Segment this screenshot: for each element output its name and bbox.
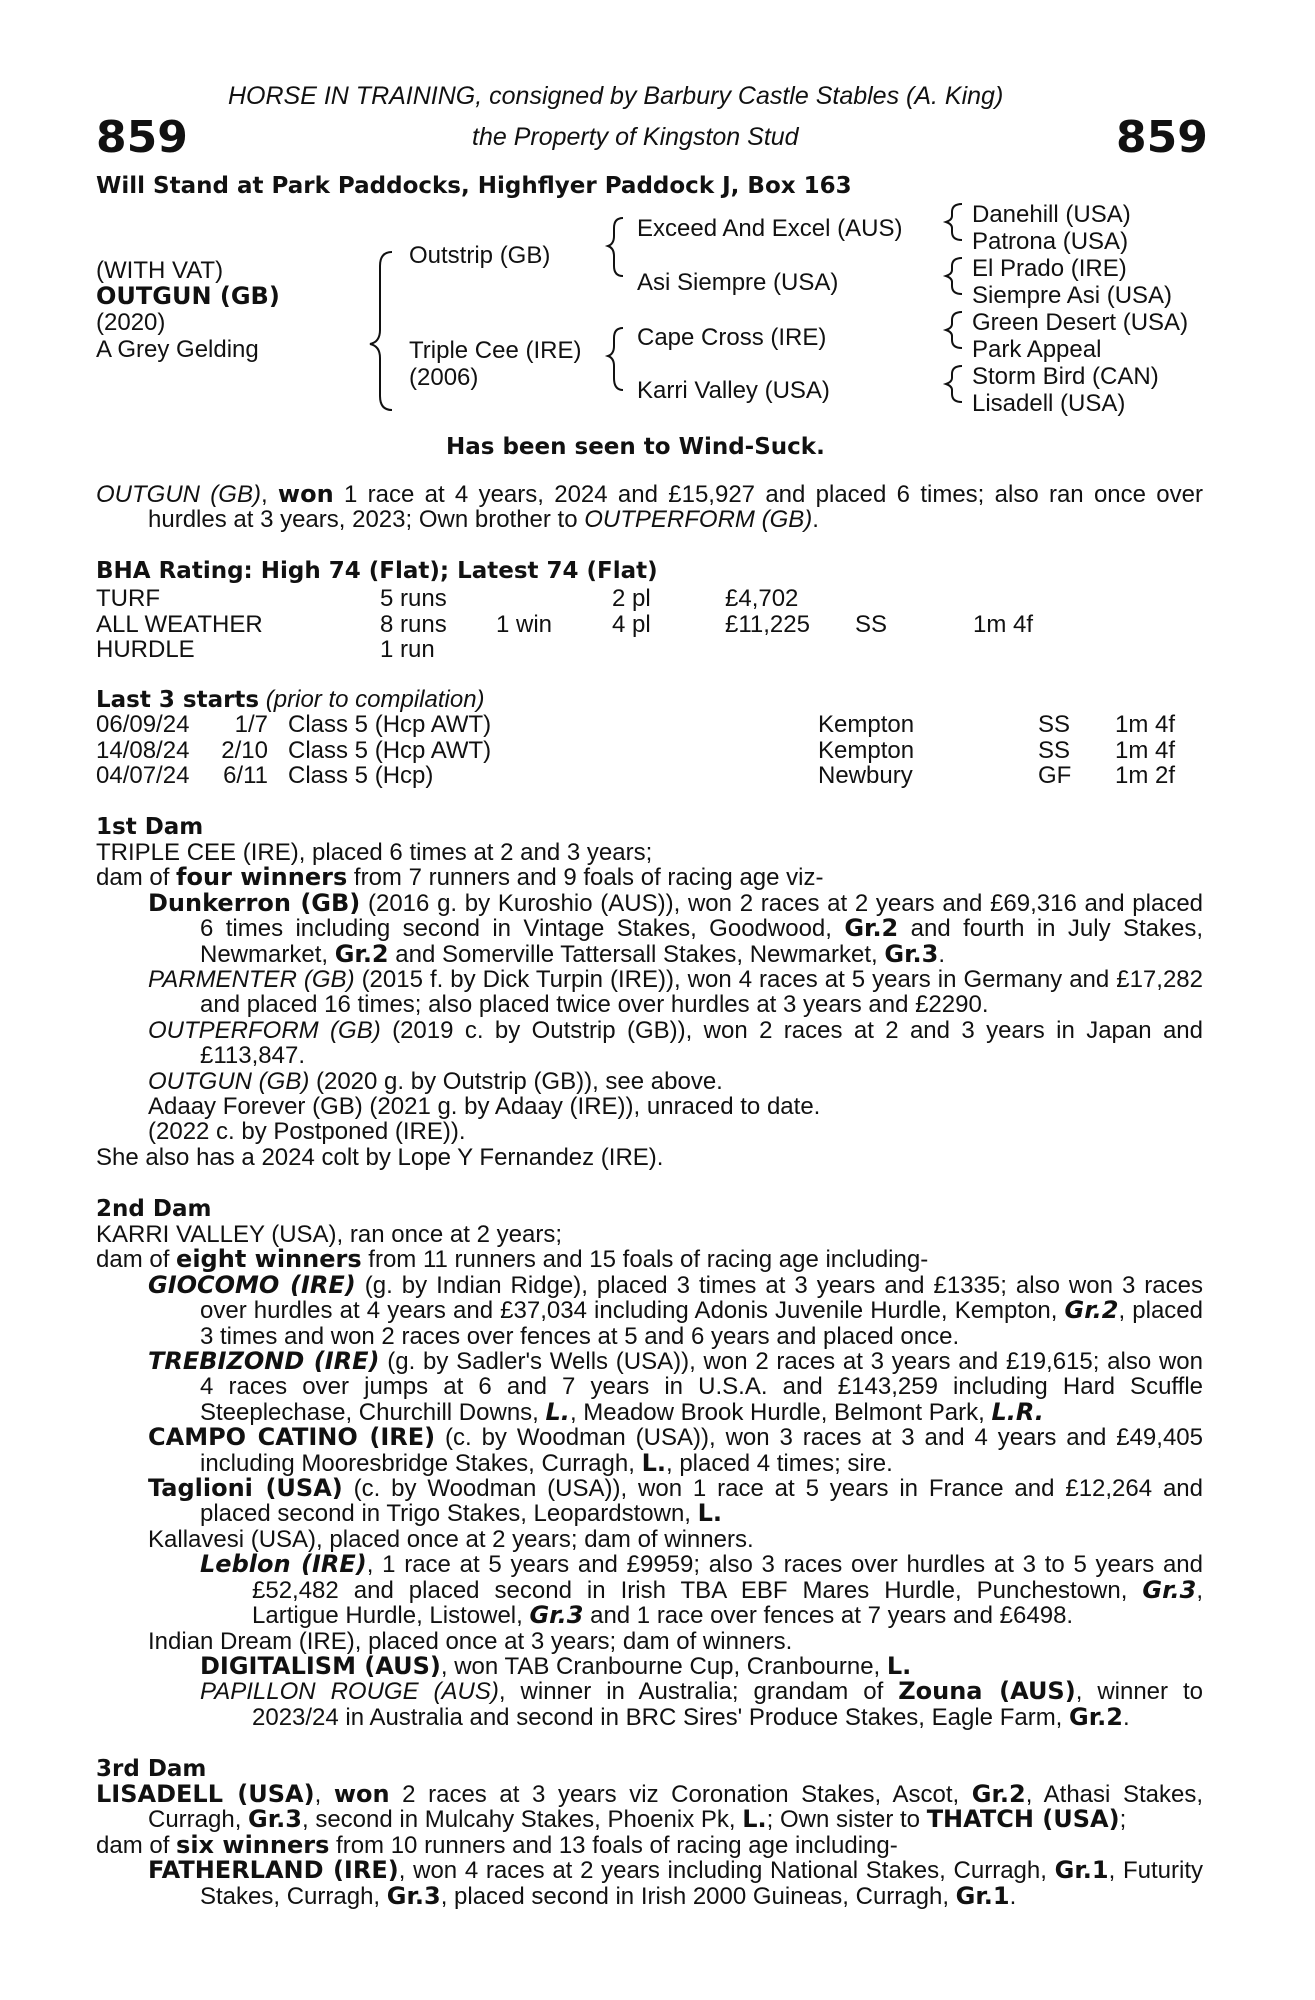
sire-dam: Asi Siempre (USA) — [637, 269, 839, 296]
ddd: Lisadell (USA) — [972, 390, 1126, 417]
rating-prize: £11,225 — [725, 610, 810, 638]
last3-course: Kempton — [818, 736, 915, 764]
last3-class: Class 5 (Hcp AWT) — [288, 736, 492, 764]
property-line: the Property of Kingston Stud — [472, 123, 799, 151]
lot-number-right: 859 — [1116, 112, 1208, 163]
horse-year: (2020) — [96, 309, 166, 336]
dss: Green Desert (USA) — [972, 309, 1189, 336]
last3-going: GF — [1038, 762, 1072, 789]
rating-prize: £4,702 — [725, 585, 799, 612]
dsd: Park Appeal — [972, 336, 1102, 363]
last3-pos: 1/7 — [234, 711, 268, 738]
rating-wins: 1 win — [496, 610, 553, 638]
dam-year: (2006) — [409, 364, 479, 391]
third-dam-title: 3rd Dam — [96, 1756, 207, 1782]
last3-title: Last 3 starts (prior to compilation) — [96, 686, 485, 713]
last3-date: 14/08/24 — [96, 736, 190, 764]
rating-dist: 1m 4f — [973, 610, 1034, 638]
wind-suck-note: Has been seen to Wind-Suck. — [446, 434, 825, 460]
last3-going: SS — [1038, 736, 1071, 764]
sire: Outstrip (GB) — [409, 242, 551, 269]
rating-surface: TURF — [96, 585, 160, 612]
rating-runs: 8 runs — [380, 610, 447, 638]
vat-label: (WITH VAT) — [96, 257, 224, 284]
last3-date: 06/09/24 — [96, 711, 190, 738]
dam: Triple Cee (IRE) — [409, 337, 582, 364]
rating-surface: HURDLE — [96, 636, 195, 663]
last3-class: Class 5 (Hcp) — [288, 762, 434, 789]
third-dam-body: LISADELL (USA), won 2 races at 3 years viz Coronation Stakes, Ascot, Gr.2, Athasi Stakes, Curragh, Gr.3, second in Mulcahy Stakes, Phoenix Pk, L.; Own sister to THATCH (USA); dam of six winners from 10 runners and 13 foals of racing age including- FATHERLAND (IRE), won 4 races at 2 years including National Stakes, Curragh, Gr.1, Futurity Stakes, Curragh, Gr.3, placed second in Irish 2000 Guineas, Curragh, Gr.1. — [96, 1780, 1203, 1910]
dds: Storm Bird (CAN) — [972, 363, 1159, 390]
last3-course: Kempton — [818, 711, 915, 738]
race-summary: OUTGUN (GB), won 1 race at 4 years, 2024 and £15,927 and placed 6 times; also ran once over hurdles at 3 years, 2023; Own brother to OUTPERFORM (GB). — [96, 480, 1203, 534]
bha-rating-title: BHA Rating: High 74 (Flat); Latest 74 (Flat) — [96, 558, 658, 584]
first-dam-body: TRIPLE CEE (IRE), placed 6 times at 2 and 3 years; dam of four winners from 7 runners and 9 foals of racing age viz- Dunkerron (GB) (2016 g. by Kuroshio (AUS)), won 2 races at 2 years and £69,316 and placed 6 times including second in Vintage Stakes, Goodwood, Gr.2 and fourth in July Stakes, Newmarket, Gr.2 and Somerville Tattersall Stakes, Newmarket, Gr.3. PARMENTER (GB) (2015 f. by Dick Turpin (IRE)), won 4 races at 5 years in Germany and £17,282 and placed 16 times; also placed twice over hurdles at 3 years and £2290. OUTPERFORM (GB) (2019 c. by Outstrip (GB)), won 2 races at 2 and 3 years in Japan and £113,847. OUTGUN (GB) (2020 g. by Outstrip (GB)), see above. Adaay Forever (GB) (2021 g. by Adaay (IRE)), unraced to date. (2022 c. by Postponed (IRE)). She also has a 2024 colt by Lope Y Fernandez (IRE). — [96, 839, 1204, 1171]
consignor-line: HORSE IN TRAINING, consigned by Barbury Castle Stables (A. King) — [228, 82, 1004, 110]
second-dam-body: KARRI VALLEY (USA), ran once at 2 years; dam of eight winners from 11 runners and 15 foals of racing age including- GIOCOMO (IRE) (g. by Indian Ridge), placed 3 times at 3 years and £1335; also won 3 races over hurdles at 4 years and £37,034 including Adonis Juvenile Hurdle, Kempton, Gr.2, placed 3 times and won 2 races over fences at 5 and 6 years and placed once. TREBIZOND (IRE) (g. by Sadler's Wells (USA)), won 2 races at 3 years and £19,615; also won 4 races over jumps at 6 and 7 years in U.S.A. and £143,259 including Hard Scuffle Steeplechase, Churchill Downs, L., Meadow Brook Hurdle, Belmont Park, L.R. CAMPO CATINO (IRE) (c. by Woodman (USA)), won 3 races at 3 and 4 years and £49,405 including Mooresbridge Stakes, Curragh, L., placed 4 times; sire. Taglioni (USA) (c. by Woodman (USA)), won 1 race at 5 years in France and £12,264 and placed second in Trigo Stakes, Leopardstown, L. Kallavesi (USA), placed once at 2 years; dam of winners. Leblon (IRE), 1 race at 5 years and £9959; also 3 races over hurdles at 3 to 5 years and £52,482 and placed second in Irish TBA EBF Mares Hurdle, Punchestown, Gr.3, Lartigue Hurdle, Listowel, Gr.3 and 1 race over fences at 7 years and £6498. Indian Dream (IRE), placed once at 3 years; dam of winners. DIGITALISM (AUS), won TAB Cranbourne Cup, Cranbourne, L. PAPILLON ROUGE (AUS), winner in Australia; grandam of Zouna (AUS), winner to 2023/24 in Australia and second in BRC Sires' Produce Stakes, Eagle Farm, Gr.2. — [96, 1221, 1204, 1731]
last3-dist: 1m 4f — [1115, 736, 1176, 764]
dam-dam: Karri Valley (USA) — [637, 377, 830, 404]
horse-description: A Grey Gelding — [96, 336, 259, 363]
last3-pos: 6/11 — [223, 762, 268, 789]
last3-date: 04/07/24 — [96, 762, 190, 789]
second-dam-title: 2nd Dam — [96, 1196, 212, 1222]
rating-runs: 1 run — [380, 636, 435, 663]
horse-name: OUTGUN (GB) — [96, 282, 280, 310]
sds: El Prado (IRE) — [972, 255, 1127, 282]
last3-pos: 2/10 — [221, 736, 268, 764]
rating-runs: 5 runs — [380, 585, 447, 612]
sdd: Siempre Asi (USA) — [972, 282, 1173, 309]
last3-going: SS — [1038, 711, 1071, 738]
sire-sire: Exceed And Excel (AUS) — [637, 215, 903, 242]
rating-placed: 4 pl — [612, 610, 651, 638]
last3-dist: 1m 4f — [1115, 711, 1176, 738]
last3-course: Newbury — [818, 762, 913, 789]
location-line: Will Stand at Park Paddocks, Highflyer Paddock J, Box 163 — [96, 173, 852, 199]
last3-class: Class 5 (Hcp AWT) — [288, 711, 492, 738]
dam-sire: Cape Cross (IRE) — [637, 324, 827, 351]
rating-placed: 2 pl — [612, 585, 651, 612]
lot-number-left: 859 — [96, 112, 188, 163]
rating-surface: ALL WEATHER — [96, 610, 263, 638]
rating-going: SS — [855, 610, 888, 638]
first-dam-title: 1st Dam — [96, 814, 204, 840]
ssd: Patrona (USA) — [972, 228, 1129, 255]
sss: Danehill (USA) — [972, 201, 1131, 228]
last3-dist: 1m 2f — [1115, 762, 1176, 789]
